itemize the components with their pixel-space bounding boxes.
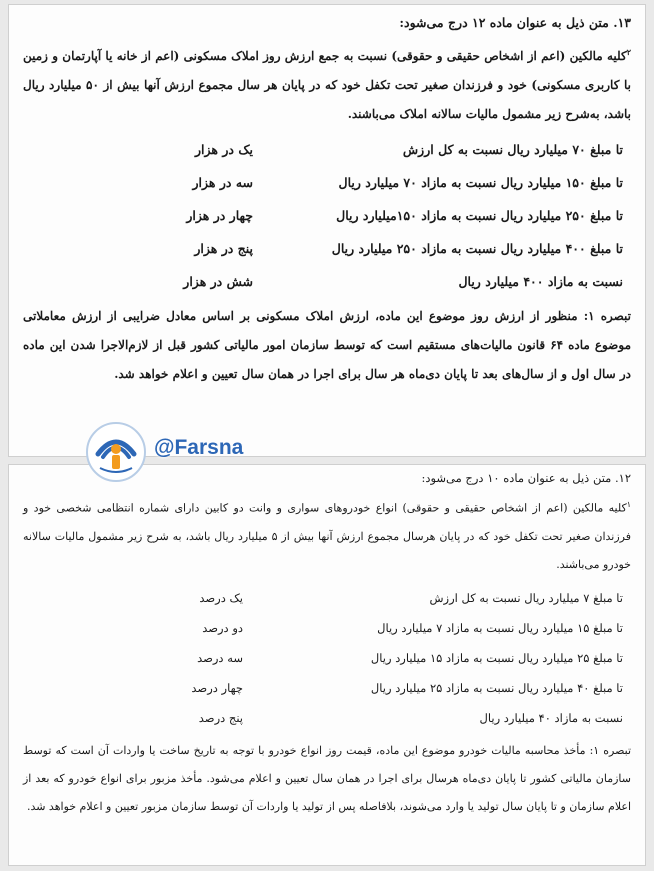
- paragraph-line: سالانه خودرو می‌باشند.: [23, 529, 631, 571]
- fars-news-agency-logo-icon: [86, 422, 146, 482]
- rate-value: پنج در هزار: [194, 241, 253, 256]
- tax-rate-row: [23, 133, 631, 166]
- rate-condition: تا مبلغ ۱۵۰ میلیارد ریال نسبت به مازاد ۷۰ میلیارد ریال: [338, 175, 623, 190]
- note-line: تبصره ۱: مأخذ محاسبه مالیات خودرو موضوع این ماده، قیمت روز انواع خودرو با توجه به تاریخ ساخت یا واردات آن است که: [55, 743, 632, 757]
- paragraph-line: فرزندان صغیر تحت تکفل خود که در پایان هرسال مجموع ارزش آنها بیش از ۵ میلیارد ریال باشد، به شرح زیر مشمول مالیات: [54, 529, 632, 543]
- tax-rate-row: [23, 199, 631, 232]
- rate-condition: نسبت به مازاد ۴۰ میلیارد ریال: [479, 710, 623, 725]
- paragraph-line: به‌شرح زیر مشمول مالیات سالانه املاک می‌باشند.: [347, 107, 600, 121]
- rate-value: سه در هزار: [192, 175, 253, 190]
- rate-condition: تا مبلغ ۲۵ میلیارد ریال نسبت به مازاد ۱۵ میلیارد ریال: [370, 650, 623, 665]
- tax-rate-row: [23, 703, 631, 733]
- note-paragraph: [23, 737, 631, 821]
- rate-condition: تا مبلغ ۷ میلیارد ریال نسبت به کل ارزش: [429, 590, 623, 605]
- watermark-handle: @Farsna: [154, 436, 244, 459]
- note-line: توسط سازمان مالیاتی کشور تا پایان دی‌ماه هرسال برای اجرا در همان سال تعیین و اعلام می‌شود. مأخذ مزبور برای انواع خودرو: [23, 743, 632, 785]
- rate-value: دو درصد: [202, 620, 243, 635]
- rate-condition: تا مبلغ ۲۵۰ میلیارد ریال نسبت به مازاد ۱۵۰میلیارد ریال: [336, 208, 623, 223]
- tax-rate-row: [23, 673, 631, 703]
- tax-rate-row: [23, 583, 631, 613]
- note-line: تبصره ۱: منظور از ارزش روز موضوع این ماده، ارزش املاک مسکونی بر اساس معادل ضرایبی از ارزش معاملاتی موضوع ماده: [23, 309, 632, 352]
- document-page-bottom: [8, 464, 646, 866]
- rate-value: یک درصد: [199, 590, 243, 605]
- tax-rate-row: [23, 643, 631, 673]
- rate-condition: تا مبلغ ۱۵ میلیارد ریال نسبت به مازاد ۷ میلیارد ریال: [377, 620, 623, 635]
- rate-value: چهار در هزار: [186, 208, 253, 223]
- tax-rate-list: [23, 133, 631, 298]
- rate-value: شش در هزار: [183, 274, 253, 289]
- tax-rate-row: [23, 232, 631, 265]
- article-paragraph: $^۲$کلیه مالکین (اعم از اشخاص حقیقی و حقوقی) نسبت به جمع ارزش روز املاک مسکونی (اعم از خانه یا آپارتمان و زمین با کاربری مسکونی) خود و فرزندان صغیر تحت تکفل خود که در پایان هر سال مجموع ارزش آنها بیش از ۵۰ میلیارد ریال باشد، به‌شرح زیر مشمول مالیات سالانه املاک می‌باشند.: [23, 47, 631, 121]
- note-line: که بعد از اعلام سازمان و تا پایان سال تولید یا وارد می‌شوند، بلافاصله پس از تولید یا واردات آن توسط سازمان مزبور تعیین و: [23, 771, 631, 813]
- rate-value: پنج درصد: [198, 710, 243, 725]
- article-heading: ۱۲. متن ذیل به عنوان ماده ۱۰ درج می‌شود:: [421, 471, 631, 485]
- fars-watermark: [86, 422, 256, 484]
- rate-value: سه درصد: [197, 650, 243, 665]
- paragraph-line: کاربری مسکونی) خود و فرزندان صغیر تحت تکفل خود که در پایان هر سال مجموع ارزش آنها بیش از ۵۰ میلیارد ریال باشد،: [23, 78, 631, 121]
- note-line: ۶۴ قانون مالیات‌های مستقیم است که توسط سازمان امور مالیاتی کشور قبل از لازم‌الاجرا شدن این ماده در سال اول و از سال‌های: [23, 338, 631, 381]
- rate-value: یک در هزار: [195, 142, 253, 157]
- note-paragraph: [23, 302, 631, 389]
- rate-condition: تا مبلغ ۴۰ میلیارد ریال نسبت به مازاد ۲۵ میلیارد ریال: [370, 680, 623, 695]
- paragraph-line: کلیه مالکین (اعم از اشخاص حقیقی و حقوقی) نسبت به جمع ارزش روز املاک مسکونی (اعم از خانه یا آپارتمان و زمین با: [23, 49, 631, 92]
- article-heading: ۱۳. متن ذیل به عنوان ماده ۱۲ درج می‌شود:: [399, 15, 631, 30]
- tax-rate-row: [23, 166, 631, 199]
- tax-rate-row: [23, 613, 631, 643]
- article-paragraph: $^۱$کلیه مالکین (اعم از اشخاص حقیقی و حقوقی) انواع خودروهای سواری و وانت دو کابین دارای شماره انتظامی شخصی خود و فرزندان صغیر تحت تکفل خود که در پایان هرسال مجموع ارزش آنها بیش از ۵ میلیارد ریال باشد، به شرح زیر مشمول مالیات سالانه خودرو می‌باشند.: [23, 500, 632, 571]
- tax-rate-list: [23, 583, 631, 733]
- paragraph-line: کلیه مالکین (اعم از اشخاص حقیقی و حقوقی) انواع خودروهای سواری و وانت دو کابین دارای شماره انتظامی شخصی خود و: [23, 501, 627, 515]
- document-page-top: [8, 4, 646, 457]
- note-line: بعد تا پایان دی‌ماه هر سال برای اجرا در همان سال تعیین و اعلام خواهد شد.: [114, 367, 498, 381]
- note-line: اعلام خواهد شد.: [26, 799, 103, 813]
- rate-condition: تا مبلغ ۴۰۰ میلیارد ریال نسبت به مازاد ۲۵۰ میلیارد ریال: [331, 241, 623, 256]
- rate-condition: نسبت به مازاد ۴۰۰ میلیارد ریال: [458, 274, 623, 289]
- tax-rate-row: [23, 265, 631, 298]
- rate-value: چهار درصد: [191, 680, 243, 695]
- rate-condition: تا مبلغ ۷۰ میلیارد ریال نسبت به کل ارزش: [402, 142, 623, 157]
